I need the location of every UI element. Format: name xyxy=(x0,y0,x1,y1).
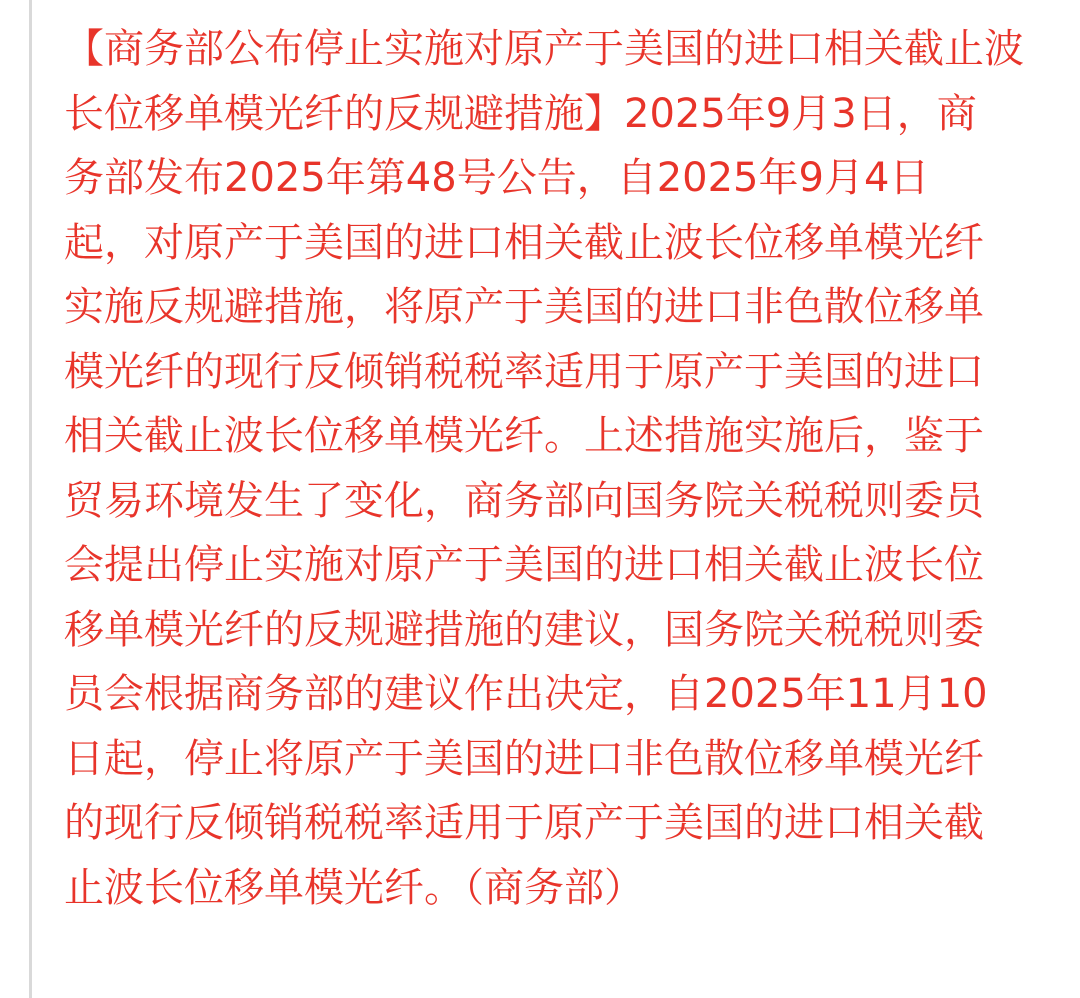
article-line-2: 长位移单模光纤的反规避措施】2025年9月3日，商 xyxy=(64,90,977,137)
article-line-1: 【商务部公布停止实施对原产于美国的进口相关截止波 xyxy=(64,26,1024,72)
article-line-6: 模光纤的现行反倾销税税率适用于原产于美国的进口 xyxy=(64,348,984,395)
article-line-12: 日起，停止将原产于美国的进口非色散位移单模光纤 xyxy=(64,735,984,782)
article-line-3: 务部发布2025年第48号公告，自2025年9月4日 xyxy=(64,155,930,201)
article-line-10: 移单模光纤的反规避措施的建议，国务院关税税则委 xyxy=(64,606,984,653)
article-line-8: 贸易环境发生了变化，商务部向国务院关税税则委员 xyxy=(64,477,984,524)
article-line-13: 的现行反倾销税税率适用于原产于美国的进口相关截 xyxy=(64,800,984,846)
article-line-5: 实施反规避措施，将原产于美国的进口非色散位移单 xyxy=(64,284,984,330)
news-article xyxy=(64,0,1064,920)
left-border-rule xyxy=(29,0,32,998)
article-line-14: 止波长位移单模光纤。（商务部） xyxy=(64,864,644,911)
article-line-11: 员会根据商务部的建议作出决定，自2025年11月10 xyxy=(64,671,988,717)
article-line-7: 相关截止波长位移单模光纤。上述措施实施后，鉴于 xyxy=(64,413,984,459)
article-line-9: 会提出停止实施对原产于美国的进口相关截止波长位 xyxy=(64,542,984,588)
article-line-4: 起，对原产于美国的进口相关截止波长位移单模光纤 xyxy=(64,219,984,266)
